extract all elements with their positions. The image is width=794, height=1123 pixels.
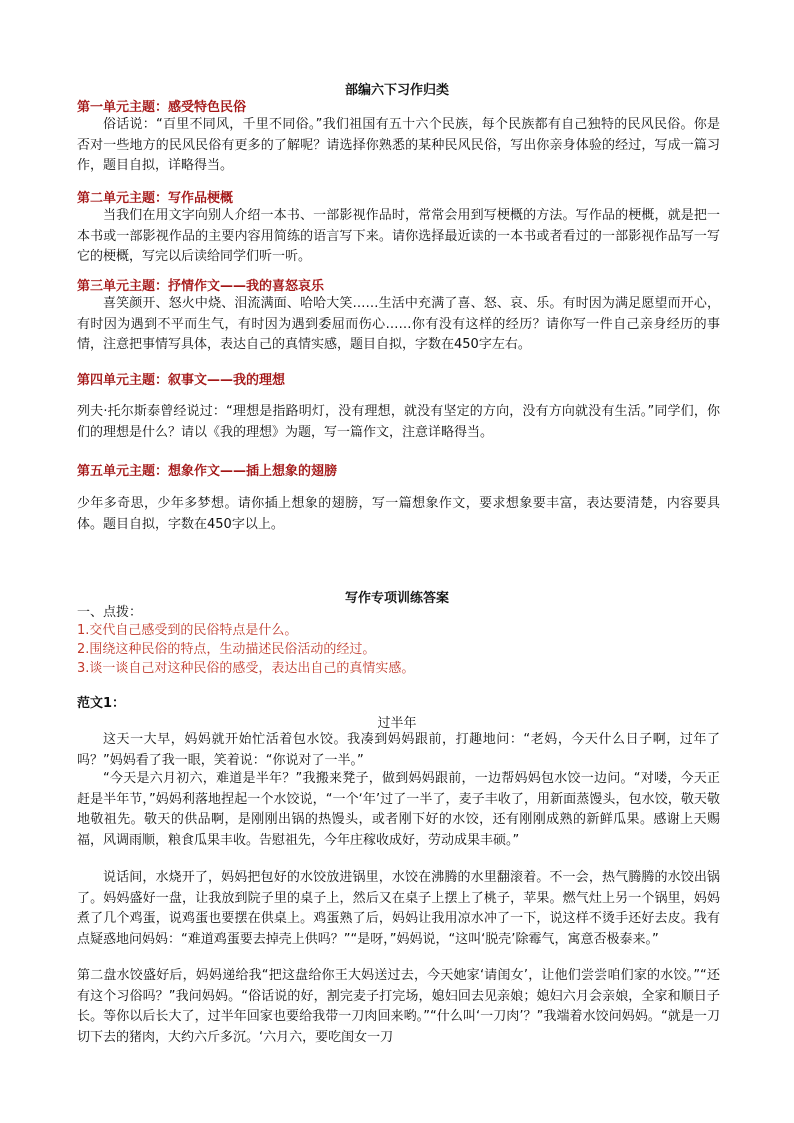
answers-title: 写作专项训练答案 — [344, 591, 449, 606]
unit-4-body: 列夫·托尔斯泰曾经说过：“理想是指路明灯，没有理想，就没有坚定的方向，没有方向就没有生活。”同学们，你们的理想是什么？请以《我的理想》为题，写一篇作文，注意详略得当。 — [77, 404, 720, 440]
unit-5-body: 少年多奇思，少年多梦想。请你插上想象的翅膀，写一篇想象作文，要求想象要丰富，表达要清楚，内容要具体。题目自拟，字数在450字以上。 — [77, 496, 720, 532]
point-3: 3.谈一谈自己对这种民俗的感受，表达出自己的真情实感。 — [77, 661, 415, 676]
essay-paragraph-1: 这天一大早，妈妈就开始忙活着包水饺。我凑到妈妈跟前，打趣地问：“老妈，今天什么日子啊，过年了吗？”妈妈看了我一眼，笑着说：“你说对了一半。” — [77, 732, 720, 768]
essay-paragraph-2: “今天是六月初六，难道是半年？”我搬来凳子，做到妈妈跟前，一边帮妈妈包水饺一边问。“对喽，今天正赶是半年节，”妈妈利落地捏起一个水饺说，“一个‘年’过了一半了，麦子丰收了，用新面蒸馒头，包水饺，敬天敬地敬祖先。敬天的供品啊，是刚刚出锅的热馒头，或者刚下好的水饺，还有刚刚成熟的新鲜瓜果。感谢上天赐福，风调雨顺，粮食瓜果丰收。告慰祖先，今年庄稼收成好，劳动成果丰硕。” — [77, 771, 720, 848]
document-title: 部编六下习作归类 — [344, 83, 449, 98]
unit-3-heading: 第三单元主题：抒情作文——我的喜怒哀乐 — [77, 279, 325, 294]
unit-1-body: 俗话说：“百里不同风，千里不同俗。”我们祖国有五十六个民族，每个民族都有自己独特的民风民俗。你是否对一些地方的民风民俗有更多的了解呢？请选择你熟悉的某种民风民俗，写出你亲身体验的经过，写成一篇习作，题目自拟，详略得当。 — [77, 117, 720, 173]
unit-2-body: 当我们在用文字向别人介绍一本书、一部影视作品时，常常会用到写梗概的方法。写作品的梗概，就是把一本书或一部影视作品的主要内容用简练的语言写下来。请你选择最近读的一本书或者看过的一部影视作品写一写它的梗概，写完以后读给同学们听一听。 — [77, 208, 720, 264]
point-1: 1.交代自己感受到的民俗特点是什么。 — [77, 623, 298, 638]
unit-2-heading: 第二单元主题：写作品梗概 — [77, 191, 234, 206]
unit-3-body: 喜笑颜开、怒火中烧、泪流满面、哈哈大笑……生活中充满了喜、怒、哀、乐。有时因为满足愿望而开心，有时因为遇到不平而生气，有时因为遇到委屈而伤心……你有没有这样的经历？请你写一件自己亲身经历的事情，注意把事情写具体，表达自己的真情实感，题目自拟，字数在450字左右。 — [77, 296, 720, 352]
point-2: 2.围绕这种民俗的特点，生动描述民俗活动的经过。 — [77, 642, 376, 657]
essay-paragraph-4: 第二盘水饺盛好后，妈妈递给我“把这盘给你王大妈送过去，今天她家‘请闺女’，让他们尝尝咱们家的水饺。”“还有这个习俗吗？”我问妈妈。“俗话说的好，割完麦子打完场，媳妇回去见亲娘；媳妇六月会亲娘，全家和顺日子长。等你以后长大了，过半年回家也要给我带一刀肉回来哟。”“什么叫‘一刀肉’？”我端着水饺问妈妈。“就是一刀切下去的猪肉，大约六斤多沉。‘六月六，要吃闺女一刀 — [77, 968, 720, 1045]
answers-section-label: 一、点拨： — [77, 605, 143, 620]
unit-1-heading: 第一单元主题：感受特色民俗 — [77, 100, 247, 115]
sample-essay-label: 范文1： — [77, 696, 126, 711]
unit-5-heading: 第五单元主题：想象作文——插上想象的翅膀 — [77, 464, 338, 479]
essay-title: 过半年 — [377, 716, 417, 731]
unit-4-heading: 第四单元主题：叙事文——我的理想 — [77, 373, 286, 388]
essay-paragraph-3: 说话间，水烧开了，妈妈把包好的水饺放进锅里，水饺在沸腾的水里翻滚着。不一会，热气腾腾的水饺出锅了。妈妈盛好一盘，让我放到院子里的桌子上，然后又在桌子上摆上了桃子，苹果。燃气灶上另一个锅里，妈妈煮了几个鸡蛋，说鸡蛋也要摆在供桌上。鸡蛋熟了后，妈妈让我用凉水冲了一下，说这样不烫手还好去皮。我有点疑惑地问妈妈：“难道鸡蛋要去掉壳上供吗？”“是呀，”妈妈说，“这叫‘脱壳’除霉气，寓意否极泰来。” — [77, 870, 720, 947]
